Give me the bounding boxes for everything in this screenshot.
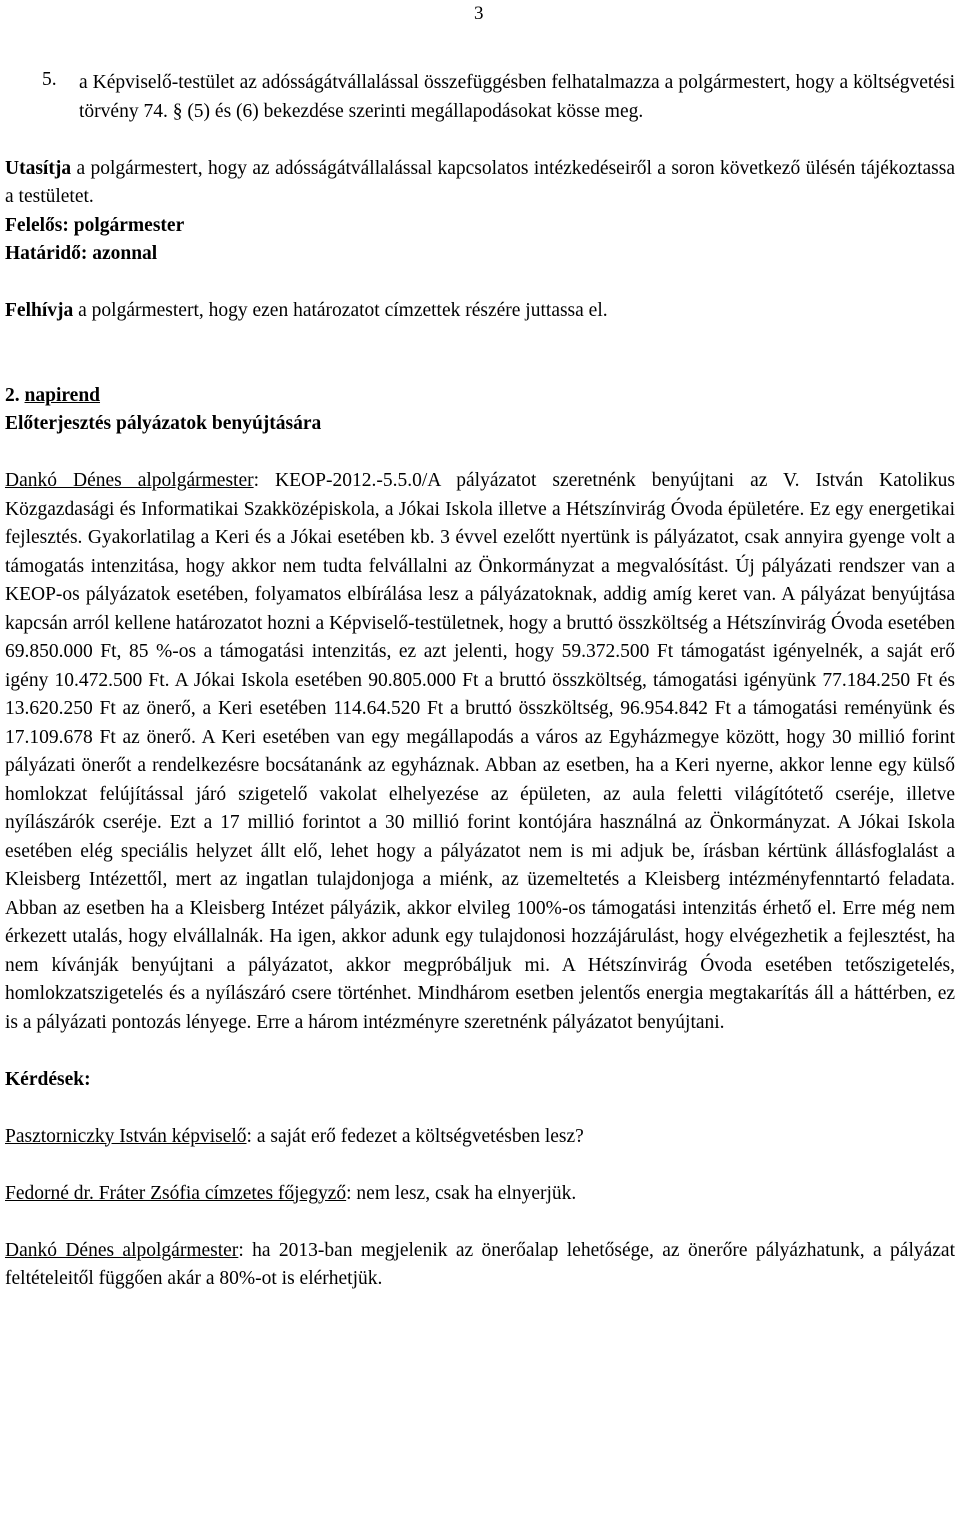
agenda-number: 2. xyxy=(5,384,25,406)
statement-text: : a saját erő fedezet a költségvetésben lesz? xyxy=(246,1125,584,1147)
item-text: a Képviselő-testület az adósságátvállalással összefüggésben felhatalmazza a polgármestert, hogy a költségvetési törvény 74. § (5) és (6) bekezdése szerinti megállapodásokat kösse meg. xyxy=(79,72,955,122)
instruct-keyword: Utasítja xyxy=(5,157,72,179)
speaker-name: Fedorné dr. Fráter Zsófia címzetes főjegyző xyxy=(5,1182,347,1204)
speaker-name: Dankó Dénes alpolgármester xyxy=(5,470,254,491)
answer-1 xyxy=(5,1180,955,1209)
main-statement xyxy=(5,467,955,1037)
statement-text: : KEOP-2012.-5.5.0/A pályázatot szeretnénk benyújtani az V. István Katolikus Közgazdasági és Informatikai Szakközépiskola, a Jókai Iskola illetve a Hétszínvirág Óvoda épületére. Ez egy energetikai fejlesztés. Gyakorlatilag a Keri és a Jókai esetében kb. 3 évvel ezelőtt nyertünk is pályázatot, csak annyira gyenge volt a támogatás intenzitása, hogy akkor nem tudta felvállalni az Önkormányzat a megvalósítást. Új pályázati rendszer van a KEOP-os pályázatok esetében, folyamatos elbírálása lesz a pályázatoknak, addig amíg keret van. A pályázat benyújtása kapcsán arról kellene határozatot hozni a Képviselő-testületnek, hogy a bruttó összköltség a Hétszínvirág Óvoda esetében 69.850.000 Ft, 85 %-os a támogatási intenzitás, ez azt jelenti, hogy 59.372.500 Ft támogatást igényelnék, a saját erő igény 10.472.500 Ft. A Jókai Iskola esetében 90.805.000 Ft a bruttó összköltség, támogatási igényünk 77.184.250 Ft és 13.620.250 Ft az önerő, a Keri esetében 114.64.520 Ft a bruttó összköltség, 96.954.842 Ft a támogatási reményünk és 17.109.678 Ft az önerő. A Keri esetében van egy megállapodás a város az Egyházmegye között, hogy 30 millió forint pályázati önerőt a rendelkezésre bocsátanánk az egyháznak. Abban az esetben, ha a Keri nyerne, akkor lenne egy külső homlokzat felújítással járó szigetelő vakolat elhelyezése az épületen, az aula feletti világítótető cseréje, illetve nyílászárók cseréje. Ezt a 17 millió forintot a 30 millió forint kontójára használná az Önkormányzat. A Jókai Iskola esetében elég speciális helyzet állt elő, lehet hogy a pályázatot nem is mi adjuk be, írásban kértünk állásfoglalást a Kleisberg Intézettől, mert az ingatlan tulajdonjoga a miénk, az üzemeltetés a Kleisberg intézményfenntartó feladata. Abban az esetben ha a Kleisberg Intézet pályázik, akkor elvileg 100%-os támogatási intenzitás érhető el. Erre még nem érkezett utalás, hogy elvállalnák. Ha igen, akkor adunk egy tulajdonosi hozzájárulást, hogy elvégezhetik a fejlesztést, ha nem kívánják benyújtani a pályázatot, akkor megpróbáljuk mi. A Hétszínvirág Óvoda esetében tetőszigetelés, homlokzatszigetelés és a nyílászáró csere történhet. Mindhárom esetben jelentős energia megtakarítás áll a háttérben, ez is a pályázati pontozás lényege. Erre a három intézményre szeretnénk pályázatot benyújtani. xyxy=(5,470,955,1033)
agenda-label: napirend xyxy=(24,384,101,406)
item-number: 5. xyxy=(42,69,57,90)
page-number: 3 xyxy=(474,3,484,24)
call-paragraph xyxy=(5,297,955,326)
speaker-name: Pasztorniczky István képviselő xyxy=(5,1125,247,1147)
deadline-line: Határidő: azonnal xyxy=(5,243,158,264)
statement-text: : ha 2013-ban megjelenik az önerőalap lehetősége, az önerőre pályázhatunk, a pályázat feltételeitől függően akár a 80%-ot is elérhetjük. xyxy=(5,1239,956,1289)
call-keyword: Felhívja xyxy=(5,300,74,321)
speaker-name: Dankó Dénes alpolgármester xyxy=(5,1239,239,1261)
questions-heading: Kérdések: xyxy=(5,1068,91,1090)
agenda-title: Előterjesztés pályázatok benyújtására xyxy=(5,413,322,434)
document-body xyxy=(5,69,955,1294)
responsible-line: Felelős: polgármester xyxy=(5,214,185,236)
call-text: a polgármestert, hogy ezen határozatot címzettek részére juttassa el. xyxy=(73,300,608,321)
statement-text: : nem lesz, csak ha elnyerjük. xyxy=(346,1182,577,1204)
instruct-text: a polgármestert, hogy az adósságátvállalással kapcsolatos intézkedéseiről a soron következő ülésén tájékoztassa a testületet. xyxy=(5,157,955,207)
agenda-heading xyxy=(5,382,955,411)
answer-2 xyxy=(5,1237,955,1294)
resolution-item-5 xyxy=(5,69,955,126)
question-1 xyxy=(5,1123,955,1152)
instruct-paragraph xyxy=(5,155,955,212)
